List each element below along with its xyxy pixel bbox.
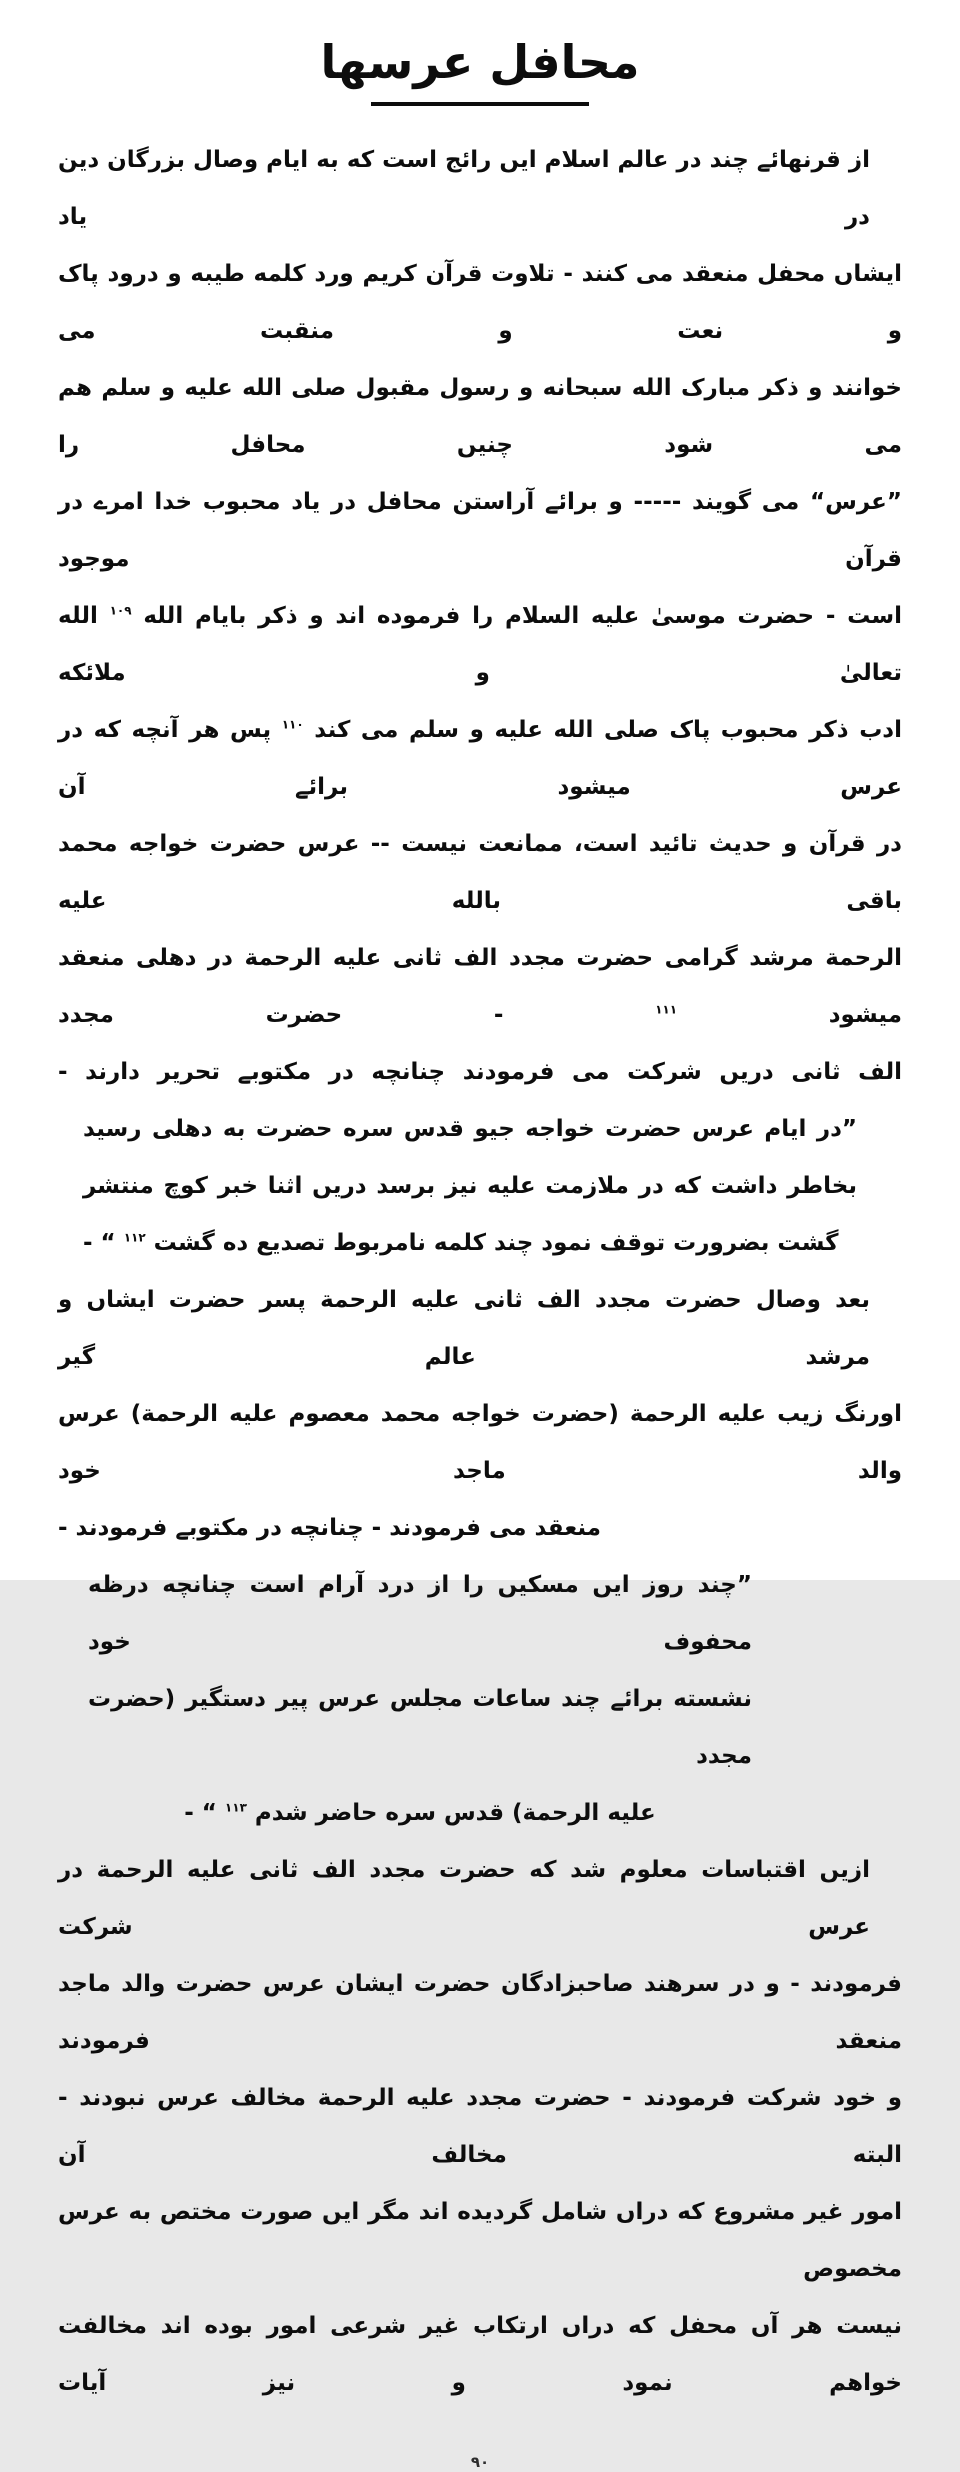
text-line: ازیں اقتباسات معلوم شد که حضرت مجدد الف ثانی علیه الرحمة در عرس شرکت [58, 1857, 870, 1940]
paragraph-2 [58, 1272, 902, 1557]
quote-line: بخاطر داشت که در ملازمت علیه نیز برسد دریں اثنا خبر کوچ منتشر [83, 1173, 857, 1199]
blockquote-2 [88, 1557, 752, 1842]
page-footer [58, 2452, 902, 2472]
text-line: ”عرس“ می گویند ----- و برائے آراستن محافل در یاد محبوب خدا امرے در قرآن موجود [58, 489, 902, 572]
quote-line: علیه الرحمة) قدس سره حاضر شدم $^{۱۱۳}$ “ - [184, 1800, 656, 1826]
blockquote-1 [83, 1101, 857, 1272]
text-line: از قرنهائے چند در عالم اسلام ایں رائج است که به ایام وصال بزرگان دین در یاد [58, 147, 870, 230]
paragraph-3 [58, 1842, 902, 2412]
text-line: الرحمة مرشد گرامی حضرت مجدد الف ثانی علیه الرحمة در دهلی منعقد میشود $^{۱۱۱}$ - حضرت مجدد [58, 945, 902, 1028]
quote-line: ”چند روز ایں مسکیں را از درد آرام است چنانچه درظه محفوف خود [88, 1572, 752, 1655]
text-line: خوانند و ذکر مبارک الله سبحانه و رسول مقبول صلی الله علیه و سلم هم می شود چنیں محافل را [58, 375, 902, 458]
text-line: در قرآن و حدیث تائید است، ممانعت نیست -- عرس حضرت خواجه محمد باقی بالله علیه [58, 831, 902, 914]
quote-line: ”در ایام عرس حضرت خواجه جیو قدس سره حضرت به دهلی رسید [83, 1116, 857, 1142]
text-line: امور غیر مشروع که دراں شامل گردیده اند مگر ایں صورت مختص به عرس مخصوص [58, 2199, 902, 2282]
quote-line: نشسته برائے چند ساعات مجلس عرس پیر دستگیر (حضرت مجدد [88, 1686, 752, 1769]
quote-line: گشت بضرورت توقف نمود چند کلمه نامربوط تصدیع ده گشت $^{۱۱۲}$ “ - [83, 1230, 839, 1256]
text-line: ادب ذکر محبوب پاک صلی الله علیه و سلم می کند $^{۱۱۰}$ پس هر آنچه که در عرس میشود برائے آن [58, 717, 902, 800]
paragraph-1 [58, 132, 902, 1101]
body-text [58, 132, 902, 2412]
page-title: محافل عرسها [320, 35, 640, 89]
text-line: نیست هر آں محفل که دراں ارتکاب غیر شرعی امور بوده اند مخالفت خواهم نمود و نیز آیات [58, 2313, 902, 2396]
text-line: و خود شرکت فرمودند - حضرت مجدد علیه الرحمة مخالف عرس نبودند - البته مخالف آن [58, 2085, 902, 2168]
text-line: ایشاں محفل منعقد می کنند - تلاوت قرآن کریم ورد کلمه طیبه و درود پاک و نعت و منقبت می [58, 261, 902, 344]
page-number: ۹۰ [470, 2453, 490, 2471]
page-header [58, 26, 902, 106]
text-line: الف ثانی دریں شرکت می فرمودند چنانچه در مکتوبے تحریر دارند - [58, 1059, 902, 1085]
text-line: منعقد می فرمودند - چنانچه در مکتوبے فرمودند - [58, 1515, 601, 1541]
text-line: فرمودند - و در سرهند صاحبزادگان حضرت ایشان عرس حضرت والد ماجد منعقد فرمودند [58, 1971, 902, 2054]
title-underline [371, 102, 589, 106]
text-line: بعد وصال حضرت مجدد الف ثانی علیه الرحمة پسر حضرت ایشاں و مرشد عالم گیر [58, 1287, 870, 1370]
text-line: اورنگ زیب علیه الرحمة (حضرت خواجه محمد معصوم علیه الرحمة) عرس والد ماجد خود [58, 1401, 902, 1484]
text-line: است - حضرت موسیٰ علیه السلام را فرموده اند و ذکر بایام الله $^{۱۰۹}$ الله تعالیٰ و ملائکه [58, 603, 902, 686]
